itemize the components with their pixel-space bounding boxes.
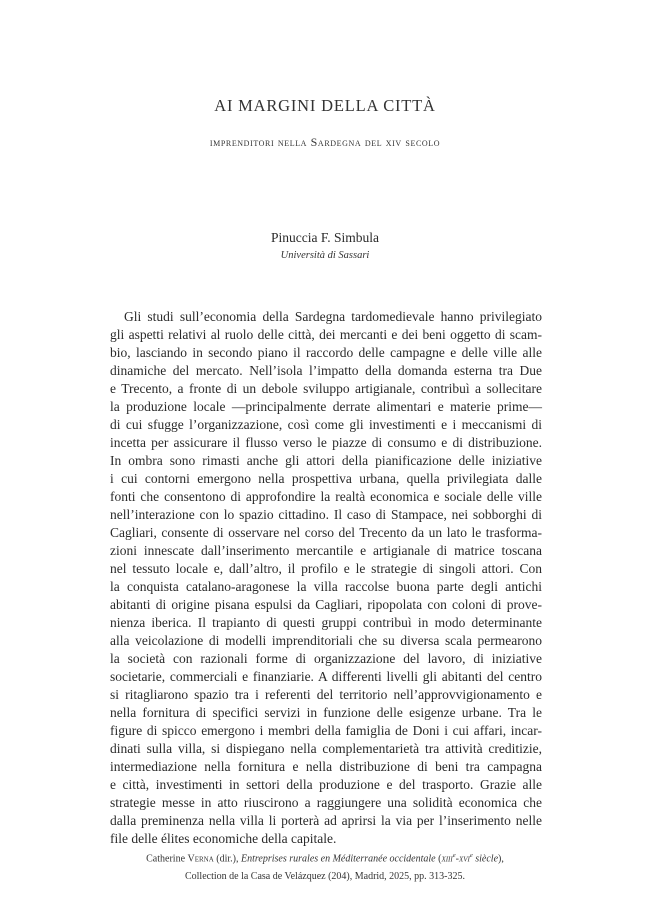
abstract-line: Cagliari, consente di osservare nel corso del Trecento da un lato le trasforma- <box>110 525 542 540</box>
author-name: Pinuccia F. Simbula <box>270 230 380 245</box>
abstract-line: la società con razionali forme di organizzazione del lavoro, di iniziative <box>110 651 542 666</box>
abstract-line: dalla preminenza nella villa li porterà ad aprirsi la via per l’inserimento nelle <box>110 813 542 828</box>
citation-line-1 <box>0 847 650 868</box>
abstract-line: e città, investimenti in settori della produzione e del trasporto. Grazie alle <box>110 777 542 792</box>
page-subtitle: imprenditori nella Sardegna del xiv secolo <box>209 135 441 149</box>
century-word: siècle <box>472 853 499 865</box>
century-start-sup: e <box>452 852 456 859</box>
century-open: ( <box>435 853 442 865</box>
page-title: AI MARGINI DELLA CITTÀ <box>214 96 436 115</box>
abstract-line: fonti che consentono di approfondire la realtà economica e sociale delle ville <box>110 489 542 504</box>
abstract-line: file delle élites economiche della capitale. <box>110 831 337 846</box>
book-title: Entreprises rurales en Méditerranée occidentale <box>241 853 436 865</box>
abstract-line: nienza iberica. Il trapianto di questi gruppi contribuì in modo determinante <box>110 615 542 630</box>
century-close: ), <box>498 853 504 865</box>
century-end-sup: e <box>469 852 473 859</box>
abstract-line: di cui sfugge l’organizzazione, così come gli investimenti e i meccanismi di <box>110 417 542 432</box>
abstract-line: incetta per assicurare il flusso verso le piazze di consumo e di distribuzione. <box>110 435 542 450</box>
abstract-line: la produzione locale —principalmente derrate alimentari e materie prime— <box>110 399 542 414</box>
abstract-paragraph <box>110 308 542 848</box>
abstract-line: si ritagliarono spazio tra i referenti del territorio nell’approvvigionamento e <box>110 687 542 702</box>
abstract-line: strategie messe in atto riuscirono a raggiungere una solidità economica che <box>110 795 542 810</box>
abstract-line: nel tessuto locale e, dall’altro, il profilo e le strategie di singoli attori. Con <box>110 561 542 576</box>
citation-footer <box>0 847 650 886</box>
abstract-line: e Trecento, a fronte di un debole sviluppo artigianale, contribuì a sollecitare <box>110 381 542 396</box>
abstract-line: abitanti di origine pisana espulsi da Cagliari, ripopolata con coloni di prove- <box>110 597 542 612</box>
abstract-line: nell’interazione con lo spazio cittadino. Il caso di Stampace, nei sobborghi di <box>110 507 542 522</box>
editor-last-name: Verna <box>187 853 214 865</box>
citation-line-2: Collection de la Casa de Velázquez (204), Madrid, 2025, pp. 313-325. <box>184 871 466 883</box>
abstract-line: dinamiche del mercato. Nell’isola l’impatto della domanda esterna tra Due <box>110 363 542 378</box>
abstract-line: nella fornitura di specifici servizi in funzione delle esigenze urbane. Tra le <box>110 705 542 720</box>
abstract-line: societarie, commerciali e finanziarie. A differenti livelli gli abitanti del centro <box>110 669 542 684</box>
abstract-line: dinati sulla villa, si dispiegano nella complementarietà tra attività creditizie, <box>110 741 542 756</box>
abstract-line: zioni innescate dall’inserimento mercantile e artigianale di matrice toscana <box>110 543 542 558</box>
century-end: xvi <box>458 853 470 865</box>
author-affiliation: Università di Sassari <box>280 250 370 261</box>
abstract-line: bio, lasciando in secondo piano il raccordo delle campagne e delle ville alle <box>110 345 542 360</box>
abstract-line: figure di spicco emergono i membri della famiglia de Doni i cui affari, incar- <box>110 723 542 738</box>
abstract-line: alla veicolazione di modelli imprenditoriali che su diversa scala permearono <box>110 633 542 648</box>
abstract-line: intermediazione nella fornitura e nella distribuzione di beni tra campagna <box>110 759 542 774</box>
abstract-line: Gli studi sull’economia della Sardegna tardomedievale hanno privilegiato <box>124 309 542 324</box>
editor-first-name: Catherine <box>146 853 188 865</box>
abstract-line: la conquista catalano-aragonese la villa raccolse buona parte degli antichi <box>110 579 542 594</box>
abstract-line: i cui contorni emergono nella prospettiva urbana, quella privilegiata dalle <box>110 471 542 486</box>
century-start: xiii <box>441 853 453 865</box>
century-sep: - <box>455 853 459 865</box>
editor-role: (dir.), <box>213 853 242 865</box>
abstract-line: gli aspetti relativi al ruolo delle città, dei mercanti e dei beni oggetto di scam- <box>110 327 542 342</box>
abstract-line: In ombra sono rimasti anche gli attori della pianificazione delle iniziative <box>110 453 542 468</box>
